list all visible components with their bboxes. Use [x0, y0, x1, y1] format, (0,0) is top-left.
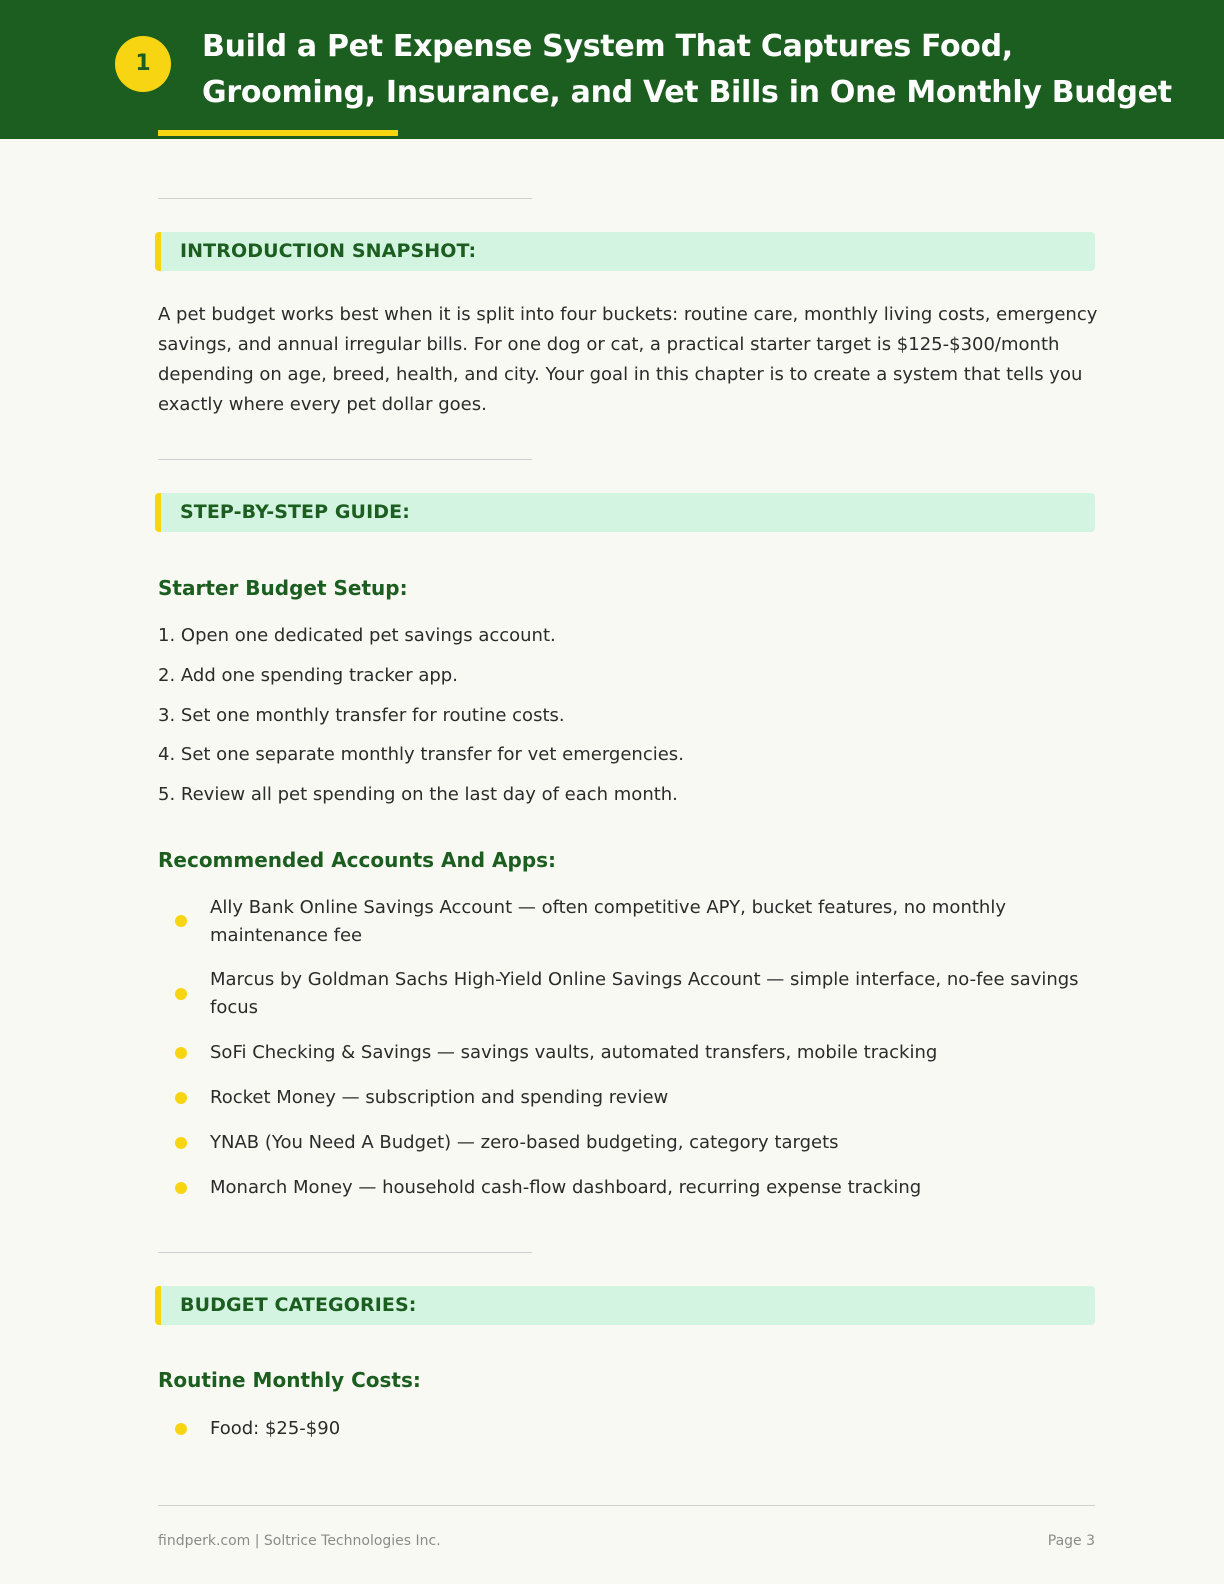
- section-divider: [158, 459, 532, 460]
- account-list-item-text: Marcus by Goldman Sachs High-Yield Online Savings Account — simple interface, no-fee savings focus: [210, 969, 1079, 1018]
- bullet-dot-icon: [175, 1423, 187, 1435]
- step-item: 5. Review all pet spending on the last day of each month.: [158, 784, 678, 805]
- guide-section-bar: [155, 493, 1095, 532]
- step-item: 2. Add one spending tracker app.: [158, 665, 458, 686]
- title-accent-underline: [158, 130, 398, 136]
- bullet-dot-icon: [175, 988, 187, 1000]
- starter-budget-heading: Starter Budget Setup:: [158, 576, 408, 600]
- account-list-item-text: Monarch Money — household cash-flow dashboard, recurring expense tracking: [210, 1177, 922, 1198]
- step-item: 3. Set one monthly transfer for routine costs.: [158, 705, 565, 726]
- account-list-item-text: YNAB (You Need A Budget) — zero-based budgeting, category targets: [210, 1132, 839, 1153]
- chapter-header: [0, 0, 1224, 139]
- section-divider: [158, 198, 532, 199]
- bullet-dot-icon: [175, 1182, 187, 1194]
- account-list-item-text: SoFi Checking & Savings — savings vaults, automated transfers, mobile tracking: [210, 1042, 938, 1063]
- footer-source: findperk.com | Soltrice Technologies Inc.: [158, 1533, 441, 1549]
- intro-paragraph: A pet budget works best when it is split into four buckets: routine care, monthly living costs, emergency savings, and annual irregular bills. For one dog or cat, a practical starter target is $125-$300/month depending on age, breed, health, and city. Your goal in this chapter is to create a system that tells you exactly where every pet dollar goes.: [158, 304, 1098, 415]
- step-item: 4. Set one separate monthly transfer for vet emergencies.: [158, 744, 684, 765]
- account-list-item-text: Rocket Money — subscription and spending review: [210, 1087, 669, 1108]
- chapter-title: [202, 24, 1202, 116]
- footer-divider: [158, 1505, 1095, 1506]
- chapter-title-line-2: Grooming, Insurance, and Vet Bills in One Monthly Budget: [202, 75, 1172, 110]
- guide-section-heading: STEP-BY-STEP GUIDE:: [180, 501, 410, 523]
- chapter-number-badge: 1: [115, 36, 171, 92]
- bullet-dot-icon: [175, 1092, 187, 1104]
- budget-section-bar: [155, 1286, 1095, 1325]
- page-number: Page 3: [1047, 1533, 1095, 1549]
- bullet-dot-icon: [175, 1137, 187, 1149]
- step-item: 1. Open one dedicated pet savings account.: [158, 625, 556, 646]
- routine-cost-item-text: Food: $25-$90: [210, 1418, 341, 1439]
- account-list-item-text: Ally Bank Online Savings Account — often competitive APY, bucket features, no monthly maintenance fee: [210, 897, 1006, 946]
- bullet-dot-icon: [175, 1047, 187, 1059]
- recommended-accounts-heading: Recommended Accounts And Apps:: [158, 848, 557, 872]
- section-divider: [158, 1252, 532, 1253]
- intro-section-heading: INTRODUCTION SNAPSHOT:: [180, 240, 477, 262]
- budget-section-heading: BUDGET CATEGORIES:: [180, 1294, 417, 1316]
- routine-costs-heading: Routine Monthly Costs:: [158, 1368, 421, 1392]
- intro-section-bar: [155, 232, 1095, 271]
- bullet-dot-icon: [175, 915, 187, 927]
- chapter-title-line-1: Build a Pet Expense System That Captures Food,: [202, 29, 1013, 64]
